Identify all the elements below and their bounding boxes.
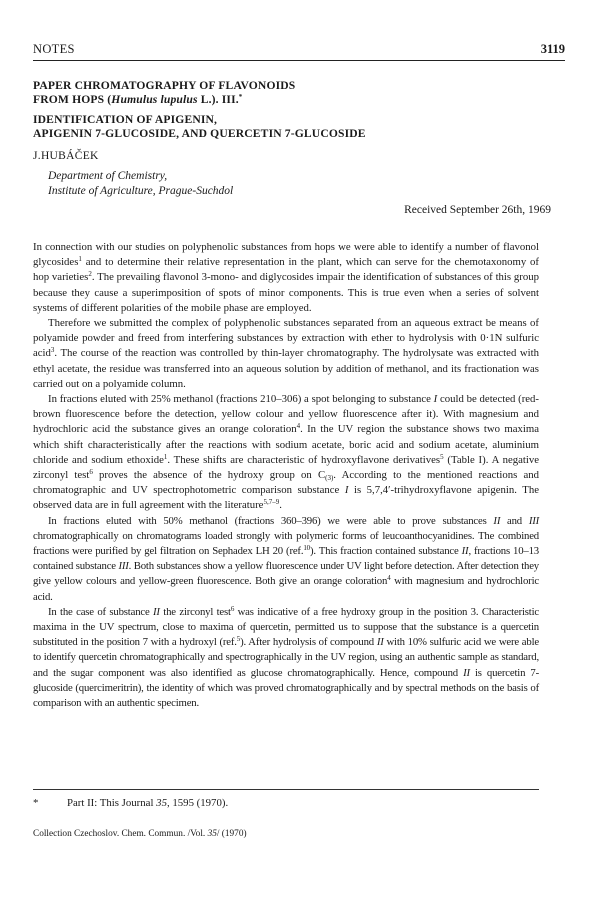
text-run: . [279, 499, 282, 512]
text-run: In fractions eluted with 25% methanol (fractions 210–306) a spot belonging to substance [48, 393, 434, 406]
text-run: . The course of the reaction was controlled by thin-layer chromatography. The hydrolysate was extracted with ethyl acetate, the residue was transferred into an aqueous solution by addition of methanol, and its fractionation was carried out on a polyamide column. [33, 347, 539, 390]
compound-label: II [463, 666, 470, 679]
compound-label: I [344, 484, 349, 497]
citation: 5 [440, 452, 444, 461]
compound-label: III [528, 514, 540, 527]
footnote-text: Part II: This Journal [67, 797, 157, 809]
footnote-volume: 35 [156, 797, 167, 809]
text-run: and to determine their relative representation in the plant, which can serve for the chemotaxonomy of hop varieties [33, 256, 539, 284]
page-number: 3119 [540, 42, 565, 56]
text-run: was indicative of a free hydroxy group in the position 3. Characteristic maxima in the UV spectrum, close to maxima of quercetin, permitted us to suppose that the substance is a quercetin substituted in the position 7 with a hydroxyl (ref. [33, 605, 539, 649]
text-run: with 10% sulfuric acid we were able to identify quercetin chromatographically and spectrographically in the UV region, using an authentic sample as standard, and the sugar component was also identified as glucose chromatographically. Hence, compound [33, 636, 539, 679]
title-line-2-suffix: L.). III. [197, 93, 239, 106]
text-run: ). This fraction contained substance [309, 545, 462, 558]
text-run: In fractions eluted with 50% methanol (fractions 360–396) we were able to prove substances [48, 514, 494, 527]
author-name: J.HUBÁČEK [33, 150, 99, 162]
paragraph-1 [33, 240, 539, 316]
paragraph-3 [33, 392, 539, 514]
text-run: is quercetin 7-glucoside (quercimeritrin), the identity of which was proved chromatographically and by spectral methods on the basis of comparison with an authentic specimen. [33, 666, 539, 710]
subscript: (3) [325, 474, 334, 483]
compound-label: II [493, 514, 501, 527]
section-label: NOTES [33, 42, 75, 56]
journal-year: / (1970) [216, 829, 247, 839]
text-run: In connection with our studies on polyphenolic substances from hops we were able to identify a number of flavonol glycosides [33, 241, 539, 269]
text-run: ). After hydrolysis of compound [240, 636, 377, 649]
footnote-marker: * [238, 93, 243, 101]
text-run: with magnesium and hydrochloric acid. [33, 575, 539, 603]
compound-label: III [118, 560, 129, 573]
compound-label: II [376, 636, 384, 649]
text-run: the zirconyl test [159, 605, 231, 618]
title-line-2-prefix: FROM HOPS ( [33, 93, 112, 106]
footnote-text-end: , 1595 (1970). [166, 797, 229, 809]
text-run: . In the UV region the substance shows two maxima which shift characteristically after the reactions with sodium acetate, boric acid and sodium acetate, aluminium chloride and sodium ethoxide [33, 423, 539, 466]
text-run: could be detected (red-brown fluorescence before the detection, yellow colour and yellow fluorescence after it). With magnesium and hydrochloric acid the substance gives an orange coloration [33, 393, 539, 436]
citation: 1 [163, 452, 168, 461]
text-run: . Both substances show a yellow fluorescence under UV light before detection. After detection they give yellow colours and yellow-green fluorescence. Both give an orange coloration [33, 560, 539, 588]
citation: 10 [303, 544, 310, 553]
species-name: Humulus lupulus [111, 93, 198, 106]
paragraph-2 [33, 316, 539, 392]
text-run: . The prevailing flavonol 3-mono- and diglycosides impair the identification of substances of this group because they cause a superimposition of spots of minor components. This is true even when a series of solvent systems of different polarities of the mobile phase are employed. [33, 271, 539, 314]
citation: 6 [89, 468, 93, 477]
affiliation-line-2: Institute of Agriculture, Prague-Suchdol [48, 185, 234, 197]
title-line-2 [33, 93, 553, 107]
text-run: (Table I). A negative zirconyl test [33, 453, 539, 482]
text-run: . These shifts are characteristic of hydroxyflavone derivatives [167, 453, 441, 466]
compound-label: I [433, 393, 438, 406]
text-run: is 5,7,4′-trihydroxyflavone apigenin. The observed data are in full agreement with the literature [33, 484, 539, 512]
text-run: proves the absence of the hydroxy group on C [92, 469, 326, 482]
citation: 4 [387, 574, 391, 583]
journal-citation [33, 829, 247, 839]
text-run: Therefore we submitted the complex of polyphenolic substances separated from an aqueous extract be means of polyamide powder and freed from interfering substances by extraction with ether to hydrolysis with 0·1N sulfuric acid [33, 317, 539, 360]
text-run: In the case of substance [48, 605, 154, 618]
citation: 5,7–9 [263, 498, 280, 507]
paragraph-5 [33, 605, 539, 711]
citation: 2 [88, 270, 92, 279]
footnote-star: * [33, 797, 39, 809]
citation: 4 [296, 422, 301, 431]
journal-volume: 35 [207, 829, 217, 839]
text-run: , fractions 10–13 contained substance [33, 545, 539, 573]
compound-label: II [153, 605, 160, 618]
text-run: . According to the mentioned reactions and chromatographic and UV spectrophotometric comparison substance [33, 469, 539, 497]
journal-name: Collection Czechoslov. Chem. Commun. /Vol. [33, 829, 208, 839]
citation: 5 [236, 635, 241, 644]
affiliation [48, 169, 233, 199]
article-body [33, 240, 539, 711]
citation: 1 [78, 255, 82, 264]
text-run: chromatographically on chromatograms loaded strongly with polymeric forms of leucoanthocyanidines. The combined fractions were purified by gel filtration on Sephadex LH 20 (ref. [33, 529, 539, 558]
subtitle-line-1: IDENTIFICATION OF APIGENIN, [33, 113, 218, 126]
affiliation-line-1: Department of Chemistry, [48, 170, 168, 182]
footnote [33, 797, 228, 809]
article-subtitle [33, 113, 553, 141]
citation: 3 [50, 346, 55, 355]
text-run: and [500, 514, 529, 527]
title-line-1: PAPER CHROMATOGRAPHY OF FLAVONOIDS [33, 79, 296, 92]
received-date: Received September 26th, 1969 [404, 204, 551, 216]
citation: 6 [230, 604, 235, 613]
paragraph-4 [33, 514, 539, 605]
running-header [33, 42, 565, 58]
footnote-rule [33, 789, 539, 790]
compound-label: II [461, 545, 469, 558]
article-title [33, 79, 553, 107]
header-rule [33, 60, 565, 61]
subtitle-line-2: APIGENIN 7-GLUCOSIDE, AND QUERCETIN 7-GLUCOSIDE [33, 127, 366, 140]
